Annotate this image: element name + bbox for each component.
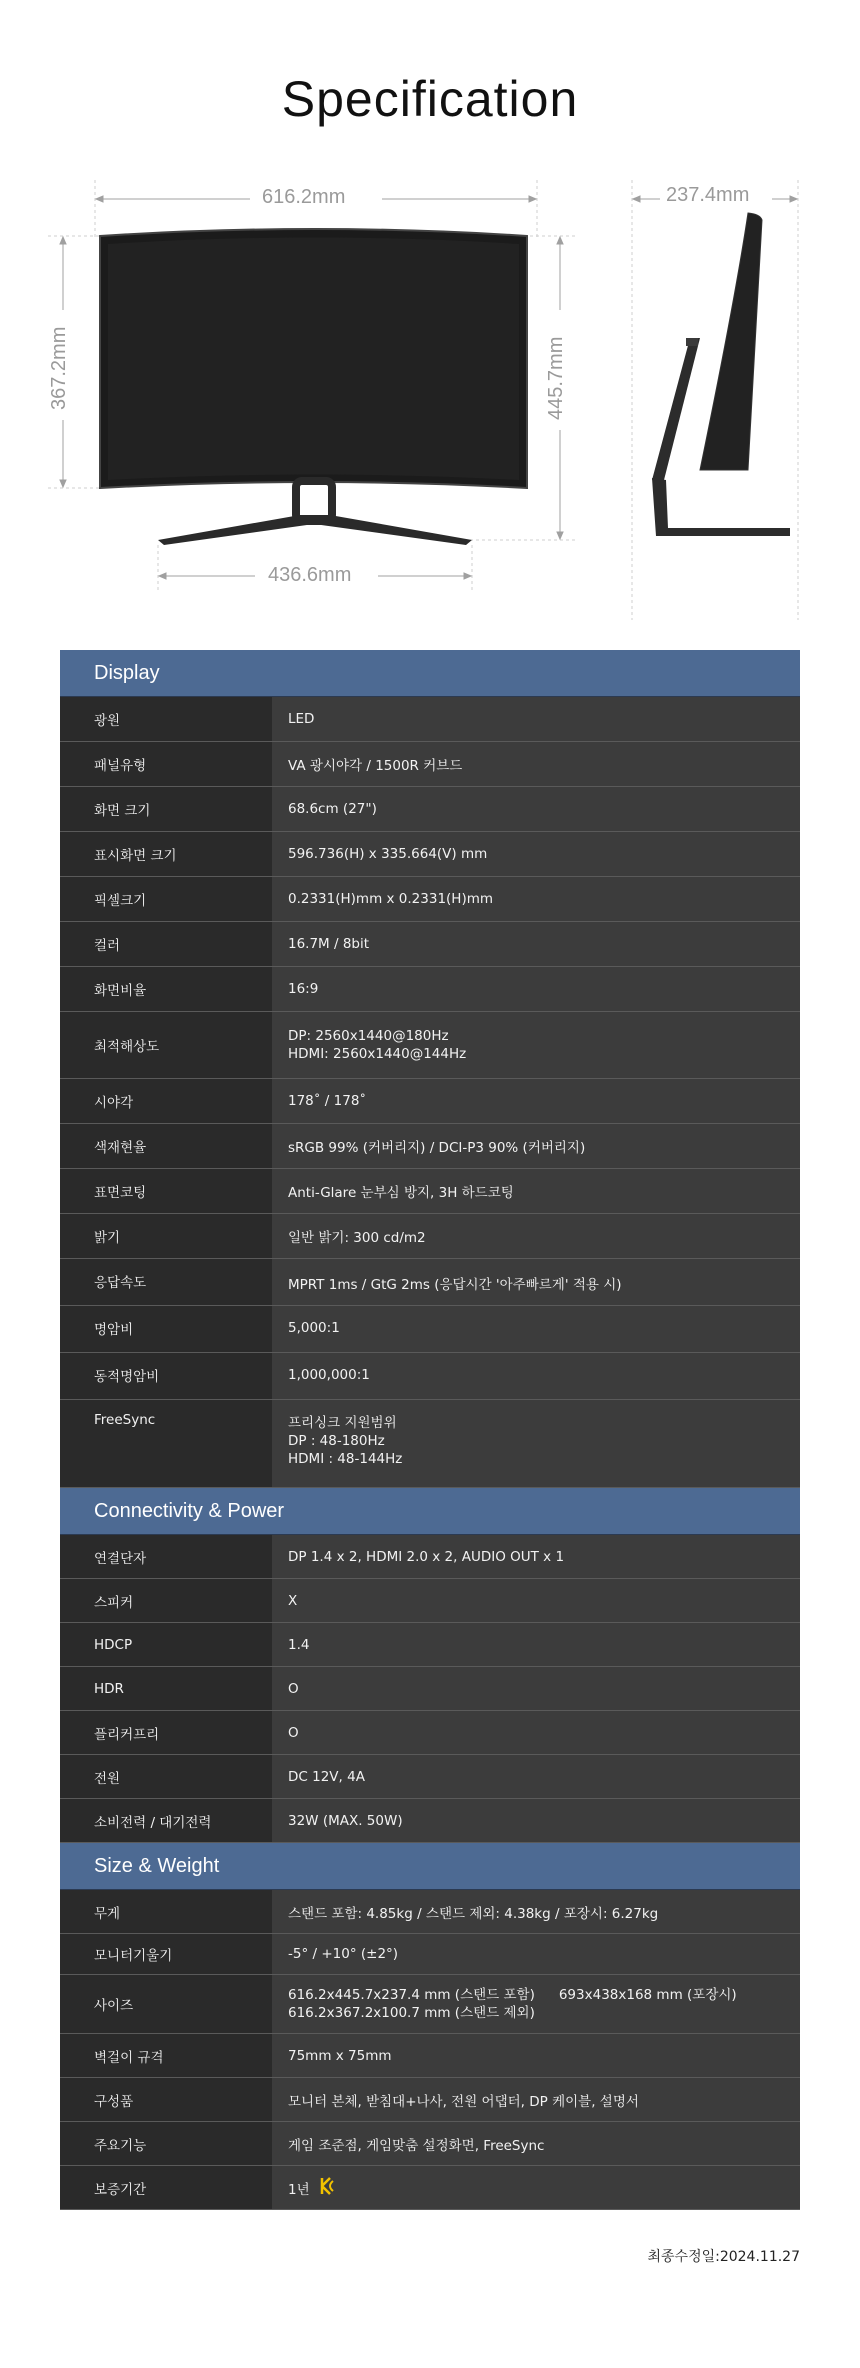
spec-row-aspect-ratio: 화면비율 16:9 <box>60 967 800 1012</box>
spec-row-freesync: FreeSync 프리싱크 지원범위 DP : 48-180Hz HDMI : 48-144Hz <box>60 1400 800 1488</box>
spec-row-surface-coating: 표면코팅 Anti-Glare 눈부심 방지, 3H 하드코팅 <box>60 1169 800 1214</box>
dim-front-width: 616.2mm <box>262 186 346 208</box>
spec-row-warranty: 보증기간 1년 <box>60 2166 800 2210</box>
spec-row-pixel-size: 픽셀크기 0.2331(H)mm x 0.2331(H)mm <box>60 877 800 922</box>
dim-stand-width: 436.6mm <box>268 564 352 586</box>
page-title: Specification <box>281 71 579 127</box>
spec-row-panel-type: 패널유형 VA 광시야각 / 1500R 커브드 <box>60 742 800 787</box>
spec-row-resolution: 최적해상도 DP: 2560x1440@180Hz HDMI: 2560x1440@144Hz <box>60 1012 800 1079</box>
spec-row-weight: 무게 스탠드 포함: 4.85kg / 스탠드 제외: 4.38kg / 포장시: 6.27kg <box>60 1890 800 1934</box>
size-packaged: 693x438x168 mm (포장시) <box>558 1986 737 2003</box>
spec-row-dynamic-contrast: 동적명암비 1,000,000:1 <box>60 1353 800 1400</box>
monitor-front-view <box>100 229 527 545</box>
freesync-dp: DP : 48-180Hz <box>288 1433 385 1450</box>
spec-table <box>60 650 800 2210</box>
freesync-hdmi: HDMI : 48-144Hz <box>288 1451 403 1468</box>
section-header-size-weight: Size & Weight <box>60 1843 800 1890</box>
spec-row-display-area: 표시화면 크기 596.736(H) x 335.664(V) mm <box>60 832 800 877</box>
monitor-side-view <box>652 213 790 536</box>
spec-row-features: 주요기능 게임 조준점, 게임맞춤 설정화면, FreeSync <box>60 2122 800 2166</box>
spec-row-color: 컬러 16.7M / 8bit <box>60 922 800 967</box>
spec-row-color-gamut: 색재현율 sRGB 99% (커버리지) / DCI-P3 90% (커버리지) <box>60 1124 800 1169</box>
spec-row-size: 사이즈 616.2x445.7x237.4 mm (스탠드 포함) 693x438x168 mm (포장시) 616.2x367.2x100.7 mm (스탠드 제외) <box>60 1975 800 2034</box>
size-without-stand: 616.2x367.2x100.7 mm (스탠드 제외) <box>288 2005 535 2021</box>
spec-row-power-consumption: 소비전력 / 대기전력 32W (MAX. 50W) <box>60 1799 800 1843</box>
resolution-dp: DP: 2560x1440@180Hz <box>288 1027 449 1044</box>
spec-row-hdr: HDR O <box>60 1667 800 1711</box>
freesync-range-title: 프리싱크 지원범위 <box>288 1415 397 1431</box>
kc-mark-icon <box>320 2177 334 2199</box>
spec-row-contrast-ratio: 명암비 5,000:1 <box>60 1306 800 1353</box>
monitor-dimension-diagram <box>0 0 860 650</box>
spec-row-light-source: 광원 LED <box>60 697 800 742</box>
spec-row-tilt: 모니터기울기 -5° / +10° (±2°) <box>60 1934 800 1975</box>
section-header-display: Display <box>60 650 800 697</box>
spec-row-flicker-free: 플리커프리 O <box>60 1711 800 1755</box>
last-modified-date: 최종수정일:2024.11.27 <box>647 2249 800 2265</box>
dim-front-height: 367.2mm <box>48 326 70 410</box>
spec-row-vesa: 벽걸이 규격 75mm x 75mm <box>60 2034 800 2078</box>
spec-row-response-time: 응답속도 MPRT 1ms / GtG 2ms (응답시간 '아주빠르게' 적용 시) <box>60 1259 800 1306</box>
spec-row-viewing-angle: 시야각 178˚ / 178˚ <box>60 1079 800 1124</box>
section-header-connectivity: Connectivity & Power <box>60 1488 800 1535</box>
spec-row-speaker: 스피커 X <box>60 1579 800 1623</box>
dim-front-height-stand: 445.7mm <box>545 336 567 420</box>
size-with-stand: 616.2x445.7x237.4 mm (스탠드 포함) <box>288 1986 535 2003</box>
spec-row-screen-size: 화면 크기 68.6cm (27") <box>60 787 800 832</box>
spec-row-components: 구성품 모니터 본체, 받침대+나사, 전원 어댑터, DP 케이블, 설명서 <box>60 2078 800 2122</box>
spec-row-brightness: 밝기 일반 밝기: 300 cd/m2 <box>60 1214 800 1259</box>
spec-row-ports: 연결단자 DP 1.4 x 2, HDMI 2.0 x 2, AUDIO OUT x 1 <box>60 1535 800 1579</box>
dim-side-depth: 237.4mm <box>666 184 750 206</box>
resolution-hdmi: HDMI: 2560x1440@144Hz <box>288 1046 467 1062</box>
spec-row-hdcp: HDCP 1.4 <box>60 1623 800 1667</box>
warranty-value: 1년 <box>288 2181 310 2198</box>
spec-row-power: 전원 DC 12V, 4A <box>60 1755 800 1799</box>
